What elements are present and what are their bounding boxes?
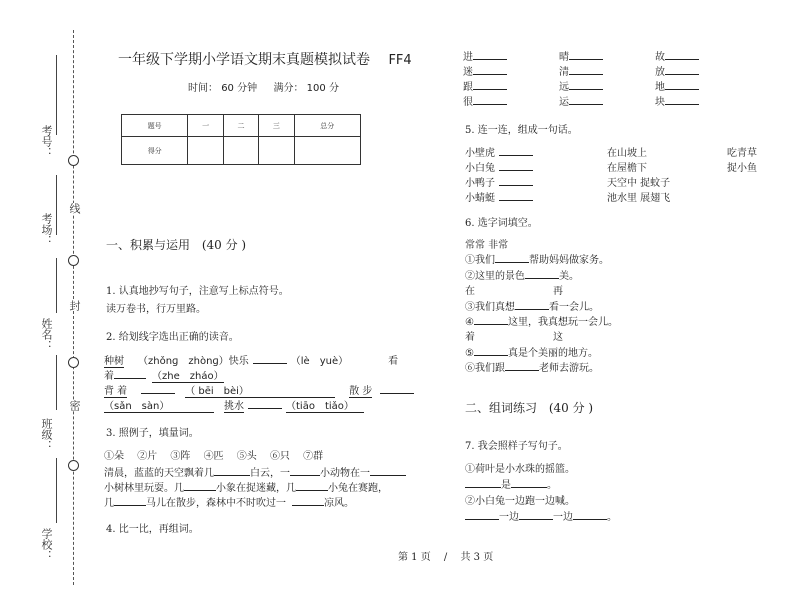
exam-meta [188,79,339,94]
q3-text: 几 [104,498,114,509]
q2-word-sanbu: 散 步 [349,382,372,398]
q6-word-options: 在 再 [465,286,563,298]
answer-blank[interactable] [141,393,175,394]
q3-option: ⑦群 [303,451,324,462]
binding-word-xian: 线 [68,203,81,214]
q3-options [104,447,323,462]
score-table-header: 三 [259,115,294,137]
q3-text: 凉风。 [324,498,354,509]
q5-right-item[interactable]: 捉小鱼 [727,163,757,174]
char-pair-row [463,93,723,108]
answer-blank[interactable] [473,89,507,90]
answer-blank[interactable] [465,519,499,520]
answer-blank[interactable] [214,475,250,476]
exam-title [118,49,412,69]
score-cell[interactable] [223,137,258,165]
section2-title-text: 二、组词练习 [465,401,538,415]
answer-blank[interactable] [511,487,547,488]
answer-blank[interactable] [573,519,607,520]
answer-blank[interactable] [473,104,507,105]
char-pair-char: 远 [559,82,569,93]
answer-blank[interactable] [380,393,414,394]
score-table-header: 题号 [122,115,188,137]
answer-blank[interactable] [248,408,282,409]
q2-word-tiaoshui: 挑水 [224,397,244,413]
q5-prompt: 5. 连一连，组成一句话。 [465,125,578,136]
answer-blank[interactable] [495,262,529,263]
q5-mid [607,146,670,206]
char-pair-char: 晴 [559,52,569,63]
answer-blank[interactable] [473,59,507,60]
q2-option: （zhǒnɡ zhònɡ）快乐 [138,356,249,367]
q3-line3 [104,494,354,509]
answer-blank[interactable] [499,185,533,186]
name-label: 姓名： [40,318,53,351]
q6-item: ④ 这里，我真想玩一会儿。 [465,317,618,329]
section2-title [465,399,593,416]
q5-mid-item[interactable]: 在屋檐下 [607,163,647,174]
q2-line4 [104,397,364,413]
q3-prompt: 3. 照例子，填量词。 [106,428,199,439]
class-label: 班级： [40,418,53,451]
q5-left-item: 小鸭子 [465,176,533,191]
answer-blank[interactable] [519,519,553,520]
q5-left-item: 小壁虎 [465,146,533,161]
answer-blank[interactable] [499,155,533,156]
score-table-header: 总分 [294,115,360,137]
char-pair-char: 块 [655,97,665,108]
answer-blank[interactable] [473,74,507,75]
answer-blank[interactable] [665,59,699,60]
q6-word-options: 常常 非常 [465,240,509,251]
answer-blank[interactable] [114,378,146,379]
q4-prompt: 4. 比一比，再组词。 [106,524,199,535]
binding-circle [68,357,79,368]
answer-blank[interactable] [569,59,603,60]
answer-blank[interactable] [290,475,320,476]
q7-item: 一边 一边 。 [465,510,617,526]
section1-title-text: 一、积累与运用 [106,238,191,252]
char-pair-char: 地 [655,82,665,93]
answer-blank[interactable] [474,355,508,356]
q1-prompt: 1. 认真地抄写句子，注意写上标点符号。 [106,286,289,297]
score-unit: 分 [328,83,339,94]
page-footer [398,548,493,563]
q5-left [465,146,533,206]
exam-code: FF4 [388,53,412,68]
q7-item: 是 。 [465,478,617,494]
answer-blank[interactable] [114,505,146,506]
char-pair-row [463,48,723,63]
q2-line3 [104,382,414,398]
q3-option: ②片 [137,451,158,462]
exam-title-text: 一年级下学期小学语文期末真题模拟试卷 [118,52,370,68]
q6-item: ②这里的景色 美。 [465,270,579,282]
q2-word-beizhe: 背 着 [104,382,127,398]
page-sep: / [443,552,448,563]
answer-blank[interactable] [505,370,539,371]
q5-right-item[interactable]: 吃青草 [727,148,757,159]
q2-option: （zhe zháo） [152,367,224,383]
char-pair-char: 迷 [463,67,473,78]
score-table-header: 一 [188,115,223,137]
answer-blank[interactable] [665,89,699,90]
answer-blank[interactable] [525,278,559,279]
answer-blank[interactable] [253,363,287,364]
q5-mid-item[interactable]: 池水里 展翅飞 [607,193,671,204]
q2-prompt: 2. 给划线字选出正确的读音。 [106,332,239,343]
char-pairs [463,48,723,108]
score-label: 满分： [273,83,304,94]
q5-left-item: 小白兔 [465,161,533,176]
class-line [56,355,57,410]
score-cell[interactable] [259,137,294,165]
q3-text: 清晨，蓝蓝的天空飘着几 [104,468,214,479]
answer-blank[interactable] [665,104,699,105]
q2-option: （tiāo tiǎo） [286,397,364,413]
q6-word-options: 着 这 [465,332,563,344]
q5-right [727,146,757,176]
q6-item: ⑤ 真是个美丽的地方。 [465,347,598,359]
q2-option: （lè yuè） [290,356,349,367]
q3-line1 [104,464,406,479]
q3-text: 小象在捉迷藏，几 [216,483,296,494]
q3-text: 马儿在散步，森林中不时吹过一 [146,498,286,509]
q3-option: ④匹 [203,451,224,462]
q2-word-kan: 看 [388,356,399,367]
q7-prompt: 7. 我会照样子写句子。 [465,441,568,452]
q5-mid-item[interactable]: 在山坡上 [607,148,647,159]
score-table-row-label: 得分 [122,137,188,165]
q5-left-item: 小蜻蜓 [465,191,533,206]
q3-option: ⑥只 [269,451,290,462]
answer-blank[interactable] [515,309,549,310]
char-pair-char: 很 [463,97,473,108]
exam-number-label: 考号： [40,125,53,158]
score-cell[interactable] [294,137,360,165]
score-value: 100 [306,83,326,94]
exam-room-label: 考场： [40,213,53,246]
page-total: 共 3 页 [460,552,494,563]
q1-text: 读万卷书，行万里路。 [106,304,206,315]
answer-blank[interactable] [184,490,216,491]
q3-text: 小树林里玩耍。几 [104,483,184,494]
q2-word-zhongshu: 种树 [104,352,124,368]
q6-body [465,238,618,377]
answer-blank[interactable] [499,200,533,201]
time-value: 60 [221,83,234,94]
school-label: 学校： [40,528,53,561]
char-pair-char: 跟 [463,82,473,93]
char-pair-char: 放 [655,67,665,78]
section2-points: (40 分 ) [548,401,594,415]
q6-item: ⑥我们跟 老师去游玩。 [465,363,599,375]
q3-text: 白云，一 [250,468,290,479]
time-unit: 分钟 [237,83,258,94]
section1-title [106,236,246,253]
char-pair-char: 故 [655,52,665,63]
q2-word-zhe: 着 [104,371,114,382]
binding-circle [68,460,79,471]
score-table [121,114,361,165]
q7-example: ①荷叶是小水珠的摇篮。 [465,464,575,475]
char-pair-char: 运 [559,97,569,108]
exam-number-line [56,55,57,135]
answer-blank[interactable] [292,505,324,506]
answer-blank[interactable] [569,74,603,75]
answer-blank[interactable] [296,490,328,491]
q2-line1 [104,352,398,368]
q3-text: 小兔在赛跑， [328,483,388,494]
binding-word-mi: 密 [68,400,81,411]
q3-option: ⑤头 [236,451,257,462]
q3-text: 小动物在一 [320,468,370,479]
name-line [56,258,57,313]
answer-blank[interactable] [499,170,533,171]
q6-item: ③我们真想 看一会儿。 [465,301,599,313]
binding-word-feng: 封 [68,300,81,311]
answer-blank[interactable] [474,324,508,325]
q2-option: （sǎn sàn） [104,397,214,413]
answer-blank[interactable] [465,487,501,488]
q6-item: ①我们 帮助妈妈做家务。 [465,255,609,267]
binding-circle [68,155,79,166]
char-pair-char: 进 [463,52,473,63]
q2-option: （ bēi bèi） [185,382,335,398]
section1-points: (40 分 ) [201,238,247,252]
binding-circle [68,255,79,266]
answer-blank[interactable] [370,475,406,476]
q7-example: ②小白兔一边跑一边喊。 [465,496,575,507]
answer-blank[interactable] [665,74,699,75]
time-label: 时间： [188,83,218,94]
char-pair-row [463,78,723,93]
q3-option: ①朵 [104,451,124,462]
answer-blank[interactable] [569,104,603,105]
school-line [56,458,57,523]
q2-line2 [104,367,224,383]
q3-line2 [104,479,388,494]
q7-body [465,462,617,526]
exam-room-line [56,175,57,235]
score-cell[interactable] [188,137,223,165]
char-pair-char: 清 [559,67,569,78]
score-table-header: 二 [223,115,258,137]
q5-mid-item[interactable]: 天空中 捉蚊子 [607,178,671,189]
page-current: 第 1 页 [398,552,431,563]
answer-blank[interactable] [569,89,603,90]
q6-prompt: 6. 选字词填空。 [465,218,538,229]
q3-option: ③阵 [170,451,191,462]
char-pair-row [463,63,723,78]
